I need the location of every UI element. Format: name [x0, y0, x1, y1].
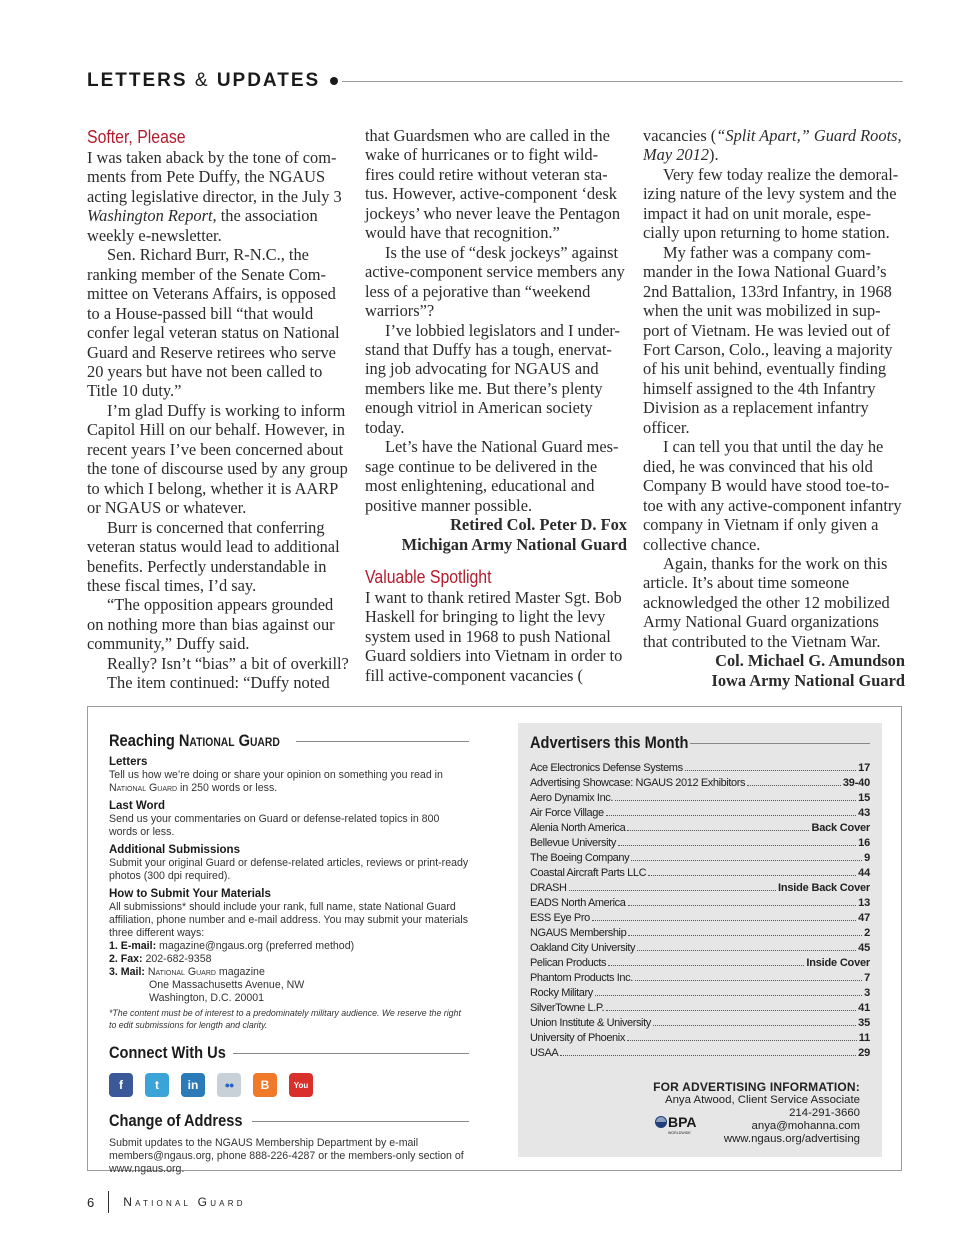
page-footer — [87, 1190, 246, 1214]
dot-leader — [569, 890, 777, 891]
advertiser-row — [530, 1046, 870, 1061]
dot-leader — [627, 830, 809, 831]
letter-1-paragraph: Sen. Richard Burr, R-N.C., the ranking member of the Senate Com-mittee on Veterans Affairs, is opposed to a House-passed bill “that would confer legal veteran status on National Guard and Reserve retirees who serve 20 years but have not been called to Title 10 duty.” — [87, 245, 340, 401]
svg-text:WORLDWIDE: WORLDWIDE — [668, 1131, 691, 1135]
flickr-icon[interactable]: ●● — [217, 1073, 241, 1097]
letter-2-signature-org: Iowa Army National Guard — [711, 670, 905, 690]
advertisers-panel — [518, 723, 882, 1157]
lastword-body: Send us your commentaries on Guard or defense-related topics in 800 words or less. — [109, 813, 440, 838]
page-number: 6 — [87, 1194, 95, 1210]
dot-leader — [628, 935, 862, 936]
advertiser-name: Pelican Products — [530, 957, 607, 969]
how-to-submit-heading: How to Submit Your Materials — [109, 888, 271, 900]
advertiser-page: Inside Cover — [806, 957, 870, 969]
column-1 — [87, 126, 349, 693]
letter-1-paragraph: I was taken aback by the tone of com-ments from Pete Duffy, the NGAUS acting legislative director, in the July 3 Washington Report, the association weekly e-newsletter. — [87, 148, 342, 245]
advertiser-page: 11 — [858, 1032, 870, 1044]
dot-leader — [560, 1055, 856, 1056]
letter-1-paragraph: The item continued: “Duffy noted — [107, 673, 330, 693]
dot-leader — [615, 800, 856, 801]
header-rule — [342, 81, 903, 82]
advertiser-name: Aero Dynamix Inc. — [530, 792, 614, 804]
advertiser-page: 35 — [858, 1017, 870, 1029]
dot-leader — [747, 785, 841, 786]
advertiser-row — [530, 776, 870, 791]
advertiser-row — [530, 926, 870, 941]
advertiser-name: Coastal Aircraft Parts LLC — [530, 867, 647, 879]
reaching-heading: Reaching National Guard — [109, 731, 469, 751]
advertiser-name: EADS North America — [530, 897, 626, 909]
letter-1-paragraph: Really? Isn’t “bias” a bit of overkill? — [107, 653, 349, 673]
bullet-dot — [330, 77, 338, 85]
dot-leader — [685, 770, 856, 771]
advertiser-page: 9 — [864, 852, 870, 864]
how-to-submit-body: All submissions* should include your rank, full name, state National Guard affiliation, phone number and e-mail address. You may submit your materials three different ways: — [109, 901, 469, 939]
submissions-heading: Additional Submissions — [109, 844, 240, 856]
mail-address-line: Washington, D.C. 20001 — [149, 992, 265, 1004]
method-email[interactable]: 1. E-mail: magazine@ngaus.org (preferred method) — [109, 940, 355, 952]
letter-1-signature-name: Retired Col. Peter D. Fox — [450, 515, 627, 535]
advertiser-page: 16 — [858, 837, 870, 849]
youtube-icon[interactable]: You — [289, 1073, 313, 1097]
advertiser-page: 2 — [864, 927, 870, 939]
advertiser-row — [530, 881, 870, 896]
advertiser-row — [530, 956, 870, 971]
advertiser-name: Union Institute & University — [530, 1017, 651, 1029]
letter-2-paragraph: My father was a company com-mander in the Iowa National Guard’s 2nd Battalion, 133rd Infantry, in 1968 when the unit was mobilized in sup-port of Vietnam. He was levied out of Fort Carson, Colo., leaving a majority of his unit behind, eventually finding himself assigned to the 4th Infantry Division as a replacement infantry officer. — [643, 242, 893, 437]
dot-leader — [653, 1025, 856, 1026]
svg-text:BPA: BPA — [668, 1114, 697, 1130]
twitter-icon[interactable]: t — [145, 1073, 169, 1097]
reaching-panel — [109, 731, 469, 1176]
dot-leader — [618, 845, 856, 846]
linkedin-icon[interactable]: in — [181, 1073, 205, 1097]
letter-1-paragraph: Burr is concerned that conferring veteran status would lead to additional benefits. Perfectly understandable in these fiscal times, I’d say. — [87, 517, 340, 595]
advertiser-row — [530, 911, 870, 926]
info-box — [87, 706, 902, 1175]
dot-leader — [595, 995, 862, 996]
dot-leader — [592, 920, 856, 921]
advertiser-page: Back Cover — [811, 822, 870, 834]
advertiser-row — [530, 896, 870, 911]
advertiser-row — [530, 1001, 870, 1016]
lastword-heading: Last Word — [109, 800, 166, 812]
advertiser-page: 45 — [858, 942, 870, 954]
advertiser-name: Rocky Military — [530, 987, 593, 999]
advertiser-name: Advertising Showcase: NGAUS 2012 Exhibitors — [530, 777, 746, 789]
connect-heading: Connect With Us — [109, 1043, 469, 1063]
advertiser-page: 17 — [858, 762, 870, 774]
facebook-icon[interactable]: f — [109, 1073, 133, 1097]
submission-note: *The content must be of interest to a predominately military audience. We reserve the right to edit submissions for length and clarity. — [109, 1008, 461, 1030]
advertiser-page: 7 — [864, 972, 870, 984]
advertising-info-heading: FOR ADVERTISING INFORMATION: — [653, 1080, 860, 1094]
advertiser-name: NGAUS Membership — [530, 927, 627, 939]
bpa-logo — [654, 1113, 702, 1137]
advertiser-row — [530, 761, 870, 776]
letter-1-paragraph: I’m glad Duffy is working to inform Capitol Hill on our behalf. However, in recent years I’ve been concerned about the tone of discourse used by any group to which I belong, whether it is AARP or NGAUS or whatever. — [87, 400, 348, 518]
advertiser-name: USAA — [530, 1047, 559, 1059]
dot-leader — [628, 905, 857, 906]
method-mail: 3. Mail: National Guard magazine — [109, 966, 265, 978]
advertising-url[interactable]: www.ngaus.org/advertising — [723, 1133, 860, 1145]
advertiser-page: 39-40 — [842, 777, 870, 789]
letter-1-paragraph: Let’s have the National Guard mes-sage continue to be delivered in the most enlightening, educational and positive manner possible. — [365, 437, 619, 515]
dot-leader — [648, 875, 856, 876]
advertisers-list — [530, 761, 870, 1061]
letters-heading: Letters — [109, 756, 148, 768]
advertiser-row — [530, 806, 870, 821]
advertiser-name: SilverTowne L.P. — [530, 1002, 605, 1014]
advertiser-page: 13 — [858, 897, 870, 909]
advertiser-name: Oakland City University — [530, 942, 636, 954]
column-2 — [365, 126, 627, 685]
letter-1-heading: Softer, Please — [87, 127, 186, 147]
letter-2-paragraph: I want to thank retired Master Sgt. Bob Haskell for bringing to light the levy system used in 1968 to push National Guard soldiers into Vietnam in order to fill active-component vacancies ( — [365, 587, 623, 685]
submissions-body: Submit your original Guard or defense-related articles, reviews or print-ready photos (300 dpi required). — [109, 857, 469, 882]
letter-1-signature-org: Michigan Army National Guard — [401, 534, 627, 554]
advertiser-page: 47 — [858, 912, 870, 924]
advertiser-row — [530, 971, 870, 986]
dot-leader — [606, 815, 856, 816]
change-address-body: Submit updates to the NGAUS Membership Department by e-mail members@ngaus.org, phone 888-226-4287 or the members-only section of www.ngaus.org. — [109, 1137, 464, 1175]
advertiser-name: Air Force Village — [530, 807, 604, 819]
advertising-phone: 214-291-3660 — [789, 1107, 860, 1119]
letter-1-paragraph: Is the use of “desk jockeys” against active-component service members any less of a pejorative than “weekend warriors”? — [365, 242, 625, 321]
blogger-icon[interactable]: B — [253, 1073, 277, 1097]
letter-2-signature-name: Col. Michael G. Amundson — [715, 651, 905, 671]
section-header — [87, 68, 903, 94]
advertiser-row — [530, 851, 870, 866]
change-address-heading: Change of Address — [109, 1111, 469, 1131]
advertiser-name: Bellevue University — [530, 837, 616, 849]
advertising-email[interactable]: anya@mohanna.com — [751, 1120, 860, 1132]
advertiser-page: Inside Back Cover — [778, 882, 870, 894]
column-3 — [643, 126, 905, 690]
advertising-contact-name: Anya Atwood, Client Service Associate — [664, 1094, 860, 1106]
advertiser-name: University of Phoenix — [530, 1032, 625, 1044]
advertisers-heading: Advertisers this Month — [530, 733, 870, 753]
method-fax: 2. Fax: 202-682-9358 — [109, 953, 212, 965]
mail-address-line: One Massachusetts Avenue, NW — [149, 979, 305, 991]
advertiser-row — [530, 791, 870, 806]
advertiser-name: ESS Eye Pro — [530, 912, 590, 924]
advertiser-page: 44 — [858, 867, 870, 879]
advertiser-name: Alenia North America — [530, 822, 626, 834]
letter-2-paragraph-continued: vacancies (“Split Apart,” Guard Roots, May 2012). — [643, 126, 902, 165]
advertiser-page: 43 — [858, 807, 870, 819]
letter-1-paragraph: I’ve lobbied legislators and I under-stand that Duffy has a tough, enervat-ing job advocating for NGAUS and members like me. But there’s plenty enough vitriol in American society today. — [365, 320, 620, 437]
advertiser-row — [530, 1016, 870, 1031]
letters-body: Tell us how we’re doing or share your opinion on something you read in National Guard in 250 words or less. — [109, 769, 443, 794]
advertiser-page: 29 — [858, 1047, 870, 1059]
dot-leader — [635, 980, 862, 981]
letter-2-paragraph: Very few today realize the demoral-izing nature of the levy system and the impact it had on unit morale, espe-cially upon returning to home station. — [643, 164, 899, 243]
advertiser-row — [530, 941, 870, 956]
letter-2-heading: Valuable Spotlight — [365, 566, 492, 587]
magazine-name: National Guard — [123, 1195, 246, 1209]
letter-1-paragraph-continued: that Guardsmen who are called in the wake of hurricanes or to fight wild-fires could retire without veteran sta-tus. However, active-component ‘desk jockeys’ who never leave the Pentagon would have that recognition.” — [365, 126, 621, 243]
social-icons — [109, 1073, 469, 1097]
advertiser-name: DRASH — [530, 882, 567, 894]
letter-2-paragraph: I can tell you that until the day he died, he was convinced that his old Company B would have stood toe-to-toe with any active-component infantry company in Vietnam if only given a collective chance. — [643, 437, 902, 554]
advertiser-page: 3 — [864, 987, 870, 999]
advertiser-name: The Boeing Company — [530, 852, 630, 864]
advertiser-name: Phantom Products Inc. — [530, 972, 633, 984]
letter-1-paragraph: “The opposition appears grounded on nothing more than bias against our community,” Duffy said. — [87, 595, 335, 654]
dot-leader — [637, 950, 856, 951]
dot-leader — [627, 1040, 857, 1041]
advertiser-row — [530, 821, 870, 836]
letter-2-paragraph: Again, thanks for the work on this article. It’s about time someone acknowledged the other 12 mobilized Army National Guard organizations that contributed to the Vietnam War. — [643, 553, 890, 651]
section-title: LETTERS & UPDATES — [87, 70, 321, 91]
advertiser-row — [530, 1031, 870, 1046]
dot-leader — [631, 860, 862, 861]
dot-leader — [606, 1010, 856, 1011]
advertiser-row — [530, 866, 870, 881]
advertiser-row — [530, 986, 870, 1001]
footer-divider — [108, 1191, 109, 1213]
advertiser-page: 15 — [858, 792, 870, 804]
advertiser-name: Ace Electronics Defense Systems — [530, 762, 683, 774]
advertiser-row — [530, 836, 870, 851]
advertiser-page: 41 — [858, 1002, 870, 1014]
dot-leader — [608, 965, 804, 966]
